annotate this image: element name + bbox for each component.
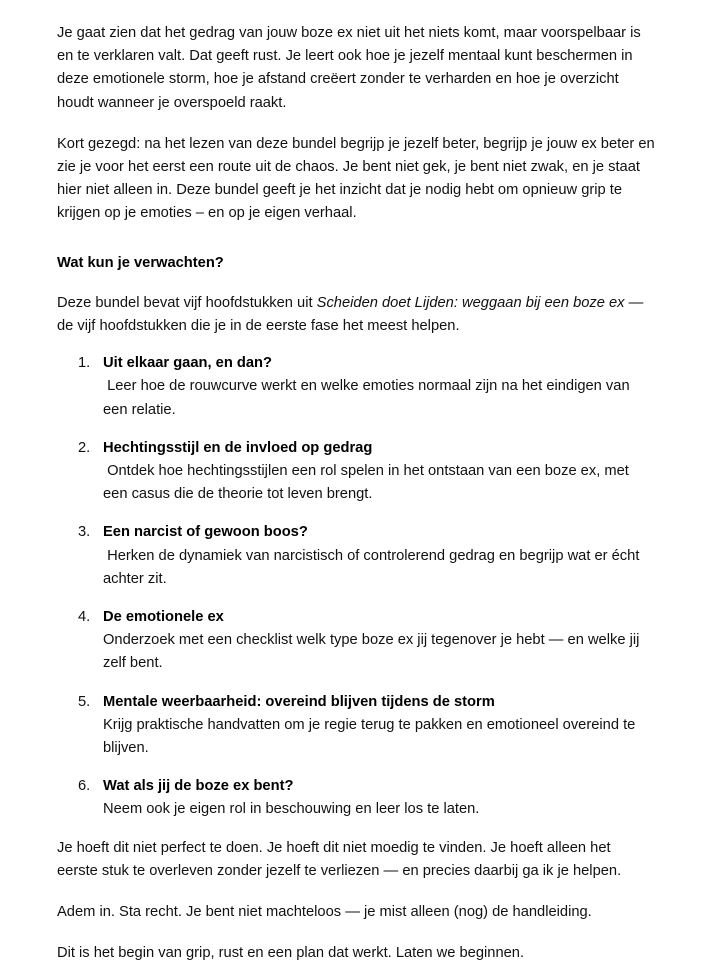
chapter-title: De emotionele ex [103, 609, 224, 626]
intro-paragraph-2: Kort gezegd: na het lezen van deze bundel begrijp je jezelf beter, begrijp je jouw ex beter en zie je voor het eerst een route uit de chaos. Je bent niet gek, je bent niet zwak, en je staat hier niet alleen in. Deze bundel geeft je het inzicht dat je nodig hebt om opnieuw grip te krijgen op je emoties – en op je eigen verhaal. [57, 135, 655, 222]
chapter-description: Herken de dynamiek van narcistisch of controlerend gedrag en begrijp wat er écht achter zit. [103, 547, 644, 587]
closing-paragraph-3: Dit is het begin van grip, rust en een plan dat werkt. Laten we beginnen. [57, 945, 525, 962]
chapter-title: Mentale weerbaarheid: overeind blijven tijdens de storm [103, 693, 495, 710]
intro-paragraph-1: Je gaat zien dat het gedrag van jouw boze ex niet uit het niets komt, maar voorspelbaar is en te verklaren valt. Dat geeft rust. Je leert ook hoe je jezelf mentaal kunt beschermen in deze emotionele storm, hoe je afstand creëert zonder te verharden en hoe je overzicht houdt wanneer je overspoeld raakt. [57, 25, 641, 111]
chapter-title: Uit elkaar gaan, en dan? [103, 355, 272, 372]
list-item [103, 775, 655, 821]
list-item [103, 521, 655, 591]
list-item [103, 352, 655, 422]
closing-paragraph-1: Je hoeft dit niet perfect te doen. Je hoeft dit niet moedig te vinden. Je hoeft alleen het eerste stuk te overleven zonder jezelf te verliezen — en precies daarbij ga ik je helpen. [57, 839, 622, 879]
chapter-description: Onderzoek met een checklist welk type boze ex jij tegenover je hebt — en welke jij zelf bent. [103, 632, 644, 672]
section-heading: Wat kun je verwachten? [57, 254, 224, 271]
chapter-description: Ontdek hoe hechtingsstijlen een rol spelen in het ontstaan van een boze ex, met een casus die de theorie tot leven brengt. [103, 463, 633, 503]
intro-after-title: — de vijf hoofdstukken die je in de eerste fase het meest helpen. [57, 294, 644, 335]
chapter-list [57, 352, 655, 821]
chapter-description: Leer hoe de rouwcurve werkt en welke emoties normaal zijn na het eindigen van een relatie. [103, 378, 634, 418]
chapter-title: Hechtingsstijl en de invloed op gedrag [103, 439, 373, 456]
chapter-description: Krijg praktische handvatten om je regie terug te pakken en emotioneel overeind te blijven. [103, 716, 640, 757]
chapter-description: Neem ook je eigen rol in beschouwing en leer los te laten. [103, 801, 480, 818]
chapter-list-intro [57, 292, 655, 338]
chapter-title: Een narcist of gewoon boos? [103, 524, 308, 541]
chapter-title: Wat als jij de boze ex bent? [103, 778, 294, 795]
closing-paragraph-2: Adem in. Sta recht. Je bent niet machteloos — je mist alleen (nog) de handleiding. [57, 904, 592, 921]
book-title: Scheiden doet Lijden: weggaan bij een boze ex [316, 294, 625, 311]
list-item [103, 606, 655, 676]
intro-before-title: Deze bundel bevat vijf hoofdstukken uit [57, 294, 317, 311]
list-item [103, 437, 655, 507]
list-item [103, 691, 655, 761]
